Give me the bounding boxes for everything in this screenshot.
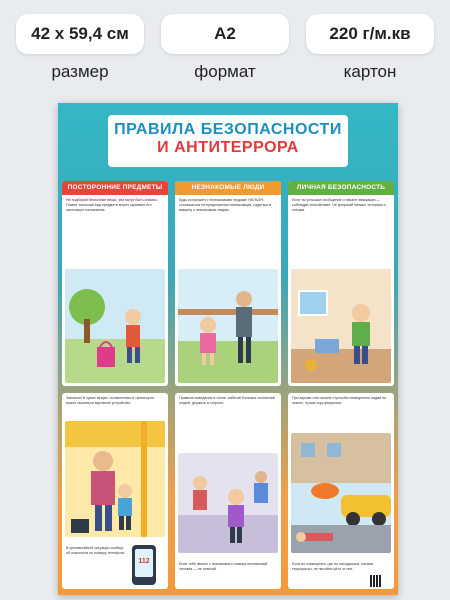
panel-crowd bbox=[175, 393, 281, 589]
illustration-crowd bbox=[178, 453, 278, 553]
format-value: A2 bbox=[161, 14, 289, 54]
format-caption: формат bbox=[194, 62, 256, 81]
panel-text: Если ты услышал сообщение о начале эвакуации — соблюдай спокойствие. Не допускай паники, истерики и спешки. bbox=[292, 198, 386, 212]
panel-footer: Если во помещении, где ты находишься, начали террористы, не пытайся уйти от них. bbox=[292, 562, 374, 571]
qr-code-icon bbox=[370, 575, 382, 587]
panel-personal-safety bbox=[288, 181, 394, 386]
panel-heading: НЕЗНАКОМЫЕ ЛЮДИ bbox=[175, 181, 281, 195]
material-caption: картон bbox=[343, 62, 397, 81]
spec-size bbox=[16, 14, 144, 82]
size-caption: размер bbox=[51, 62, 109, 81]
illustration-street bbox=[291, 433, 391, 553]
size-value: 42 x 59,4 см bbox=[16, 14, 144, 54]
panel-transport bbox=[62, 393, 168, 589]
panel-explosion bbox=[288, 393, 394, 589]
panel-text: Правила поведения в толпе: избегай больших скоплений людей, держись в стороне. bbox=[179, 396, 275, 405]
panel-footer: Если тебе звонит с незнакомого номера незнакомый человек — не отвечай. bbox=[179, 562, 268, 571]
poster-title bbox=[108, 115, 348, 167]
material-value: 220 г/м.кв bbox=[306, 14, 434, 54]
panel-heading: ПОСТОРОННИЕ ПРЕДМЕТЫ bbox=[62, 181, 168, 195]
panel-unattended-items bbox=[62, 181, 168, 386]
panel-strangers bbox=[175, 181, 281, 386]
poster-title-line2: И АНТИТЕРРОРА bbox=[157, 139, 299, 156]
emergency-text: В чрезвычайной ситуации сообщи об опасности по номеру телефона: bbox=[66, 546, 125, 555]
spec-row bbox=[0, 14, 450, 84]
panel-heading: ЛИЧНАЯ БЕЗОПАСНОСТЬ bbox=[288, 181, 394, 195]
spec-format bbox=[161, 14, 289, 82]
panel-text: Не подбирай бесхозные вещи, они могут быть опасны. Помни: внешний вид предмета может скрывать его настоящее назначение. bbox=[66, 198, 158, 212]
emergency-number: 112 bbox=[135, 549, 153, 577]
illustration-home bbox=[291, 269, 391, 383]
illustration-boy-bag bbox=[65, 269, 165, 383]
poster-title-line1: ПРАВИЛА БЕЗОПАСНОСТИ bbox=[114, 121, 342, 138]
illustration-bus bbox=[65, 421, 165, 537]
panel-text: При взрыве или начале стрельбы немедленно падай на землю, лучше под прикрытие. bbox=[292, 396, 387, 405]
panel-text: Запомни! В чужих вещах, оставленных в транспорте, может оказаться взрывное устройство. bbox=[66, 396, 155, 405]
illustration-stranger bbox=[178, 269, 278, 383]
spec-material bbox=[306, 14, 434, 82]
phone-icon bbox=[132, 545, 156, 585]
safety-poster bbox=[58, 103, 398, 595]
panel-text: Будь осторожен с незнакомыми людьми! НЕЛЬЗЯ: соглашаться на предложения незнакомцев, садиться в машину к незнакомым людям. bbox=[179, 198, 272, 212]
